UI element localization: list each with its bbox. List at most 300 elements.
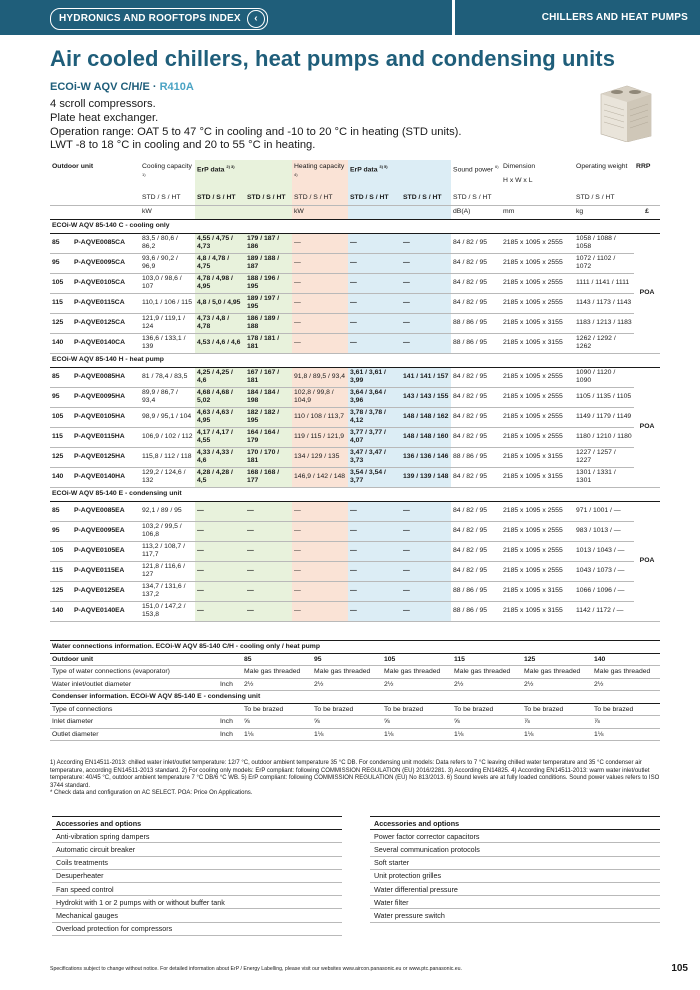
- table-row: [50, 313, 660, 333]
- intro-line: LWT -8 to 18 °C in cooling and 20 to 55 °C in heating.: [50, 139, 316, 152]
- heating-capacity: —: [292, 293, 348, 313]
- eta-sc-value: —: [245, 561, 292, 581]
- sound-power: 84 / 82 / 95: [451, 273, 501, 293]
- weight-value: 1180 / 1210 / 1180: [574, 427, 634, 447]
- inlet-value: ⅝: [242, 716, 312, 729]
- table-row: [50, 293, 660, 313]
- unit-size: 105: [50, 541, 72, 561]
- weight-value: 1111 / 1141 / 1111: [574, 273, 634, 293]
- table-unit-row: [50, 205, 660, 219]
- heating-capacity: 91,8 / 89,5 / 93,4: [292, 367, 348, 387]
- accessory-label: Desuperheater: [52, 869, 342, 882]
- col-erp2-sup: 3) 5): [379, 164, 388, 169]
- top-bar: [0, 0, 700, 35]
- seer-value: 4,55 / 4,75 / 4,73: [195, 233, 245, 253]
- eta-sc-value: —: [245, 521, 292, 541]
- sound-power: 88 / 86 / 95: [451, 601, 501, 621]
- water-type-value: Male gas threaded: [382, 666, 452, 679]
- list-item: [52, 896, 342, 909]
- water-diam-value: 2½: [452, 678, 522, 691]
- col-erp-heating: [348, 160, 451, 191]
- col-dimension-label: Dimension: [503, 163, 536, 170]
- unit-model: P-AQVE0085EA: [72, 501, 140, 521]
- seer-value: 4,33 / 4,33 / 4,6: [195, 447, 245, 467]
- unit-size: 105: [50, 273, 72, 293]
- list-item: [52, 922, 342, 935]
- specs-table: [50, 160, 660, 622]
- chiller-product-image: [597, 80, 655, 142]
- unit-model: P-AQVE0125EA: [72, 581, 140, 601]
- accessory-label: Hydrokit with 1 or 2 pumps with or without buffer tank: [52, 896, 342, 909]
- scop-value: 3,61 / 3,61 / 3,99: [348, 367, 401, 387]
- accessory-label: Water filter: [370, 896, 660, 909]
- water-type-row: [50, 666, 660, 679]
- eta-sc-value: —: [245, 581, 292, 601]
- dimension-value: 2185 x 1095 x 2555: [501, 253, 574, 273]
- eta-sc-value: —: [245, 541, 292, 561]
- group-title-row: [50, 353, 660, 367]
- water-unit: Inch: [218, 678, 242, 691]
- accessories-right-body: [370, 817, 660, 923]
- scop-value: —: [348, 601, 401, 621]
- outlet-value: 1⅛: [382, 728, 452, 741]
- unit-size: 115: [50, 427, 72, 447]
- unit-size: 85: [50, 233, 72, 253]
- accessory-label: Water differential pressure: [370, 882, 660, 895]
- intro-line: Operation range: OAT 5 to 47 °C in cooling and -10 to 20 °C in heating (STD units).: [50, 125, 462, 138]
- col-outdoor: Outdoor unit: [52, 163, 94, 170]
- heating-capacity: 102,8 / 99,8 / 104,9: [292, 387, 348, 407]
- cooling-capacity: 113,2 / 108,7 / 117,7: [140, 541, 195, 561]
- unit-size: 140: [50, 333, 72, 353]
- accessories-left-body: [52, 817, 342, 936]
- eta-sh-value: 136 / 136 / 146: [401, 447, 451, 467]
- heating-capacity: —: [292, 313, 348, 333]
- col-cooling-label: Cooling capacity: [142, 163, 192, 170]
- sound-power: 88 / 86 / 95: [451, 313, 501, 333]
- accessory-label: Coils treatments: [52, 856, 342, 869]
- seer-value: —: [195, 541, 245, 561]
- weight-value: 1013 / 1043 / —: [574, 541, 634, 561]
- table-row: [50, 233, 660, 253]
- heating-capacity: —: [292, 333, 348, 353]
- unit-model: P-AQVE0095HA: [72, 387, 140, 407]
- list-item: [52, 882, 342, 895]
- water-size: 105: [382, 653, 452, 666]
- outlet-value: 1⅛: [522, 728, 592, 741]
- heating-capacity: —: [292, 541, 348, 561]
- eta-sh-value: —: [401, 521, 451, 541]
- intro-text: [50, 98, 462, 153]
- dimension-value: 2185 x 1095 x 2555: [501, 561, 574, 581]
- cooling-capacity: 151,0 / 147,2 / 153,8: [140, 601, 195, 621]
- table-row: [50, 333, 660, 353]
- unit-model: P-AQVE0125HA: [72, 447, 140, 467]
- dimension-value: 2185 x 1095 x 3155: [501, 313, 574, 333]
- page-number: 105: [671, 963, 688, 974]
- seer-value: 4,78 / 4,98 / 4,95: [195, 273, 245, 293]
- col-rrp: RRP: [636, 163, 651, 170]
- unit-size: 140: [50, 467, 72, 487]
- group-title: ECOi-W AQV 85-140 H - heat pump: [50, 353, 634, 367]
- unit-size: 85: [50, 501, 72, 521]
- cooling-capacity: 115,8 / 112 / 118: [140, 447, 195, 467]
- unit-model: P-AQVE0095CA: [72, 253, 140, 273]
- refrigerant: R410A: [159, 81, 194, 93]
- seer-value: —: [195, 581, 245, 601]
- accessories-left-table: [52, 816, 342, 936]
- scop-value: —: [348, 581, 401, 601]
- col-heating-sup: 4): [294, 172, 298, 177]
- dimension-value: 2185 x 1095 x 2555: [501, 233, 574, 253]
- unit-model: P-AQVE0115CA: [72, 293, 140, 313]
- unit-model: P-AQVE0105EA: [72, 541, 140, 561]
- heating-capacity: —: [292, 601, 348, 621]
- water-size: 115: [452, 653, 522, 666]
- seer-value: —: [195, 521, 245, 541]
- sound-power: 84 / 82 / 95: [451, 521, 501, 541]
- col-erp2-label: ErP data: [350, 166, 378, 174]
- col-sound-label: Sound power: [453, 166, 494, 174]
- unit-size: 95: [50, 253, 72, 273]
- scop-value: —: [348, 273, 401, 293]
- std-label: STD / S / HT: [195, 191, 245, 205]
- eta-sh-value: —: [401, 313, 451, 333]
- rrp-value: POA: [634, 367, 660, 487]
- cooling-capacity: 89,9 / 86,7 / 93,4: [140, 387, 195, 407]
- intro-line: Plate heat exchanger.: [50, 111, 159, 124]
- table-row: [50, 407, 660, 427]
- weight-value: 1066 / 1096 / —: [574, 581, 634, 601]
- inlet-label: Inlet diameter: [50, 716, 218, 729]
- weight-value: 1149 / 1179 / 1149: [574, 407, 634, 427]
- list-item: [52, 856, 342, 869]
- unit-dba: dB(A): [451, 205, 501, 219]
- unit-model: P-AQVE0085HA: [72, 367, 140, 387]
- outlet-value: 1⅛: [452, 728, 522, 741]
- outlet-value: 1⅛: [592, 728, 660, 741]
- water-diam-label: Water inlet/outlet diameter: [50, 678, 218, 691]
- unit-model: P-AQVE0125CA: [72, 313, 140, 333]
- outlet-value: 1⅛: [312, 728, 382, 741]
- scop-value: 3,78 / 3,78 / 4,12: [348, 407, 401, 427]
- unit-size: 125: [50, 447, 72, 467]
- col-erp1-sup: 2) 3): [226, 164, 235, 169]
- eta-sh-value: —: [401, 581, 451, 601]
- heating-capacity: —: [292, 273, 348, 293]
- weight-value: 1227 / 1257 / 1227: [574, 447, 634, 467]
- unit-model: P-AQVE0140EA: [72, 601, 140, 621]
- dimension-value: 2185 x 1095 x 2555: [501, 541, 574, 561]
- scop-value: —: [348, 333, 401, 353]
- eta-sh-value: —: [401, 233, 451, 253]
- col-heating-label: Heating capacity: [294, 163, 345, 170]
- inlet-value: ⅝: [312, 716, 382, 729]
- seer-value: 4,68 / 4,68 / 5,02: [195, 387, 245, 407]
- accessory-label: Several communication protocols: [370, 843, 660, 856]
- col-erp-cooling: [195, 160, 292, 191]
- scop-value: —: [348, 561, 401, 581]
- weight-value: 971 / 1001 / —: [574, 501, 634, 521]
- water-connections-table: [50, 640, 660, 741]
- footer-text: Specifications subject to change without notice. For detailed information about ErP / Energy Labelling, please visit our websites www.aircon.panasonic.eu or www.ptc.panasonic.eu.: [50, 966, 462, 972]
- conn-type-value: To be brazed: [312, 703, 382, 716]
- sound-power: 84 / 82 / 95: [451, 541, 501, 561]
- groups-body: [50, 219, 660, 621]
- sound-power: 84 / 82 / 95: [451, 427, 501, 447]
- outlet-unit: Inch: [218, 728, 242, 741]
- inlet-row: [50, 716, 660, 729]
- chevron-left-icon: ‹: [247, 10, 265, 28]
- list-item: [52, 843, 342, 856]
- col-erp1-label: ErP data: [197, 166, 225, 174]
- sound-power: 84 / 82 / 95: [451, 367, 501, 387]
- sound-power: 84 / 82 / 95: [451, 293, 501, 313]
- seer-value: 4,63 / 4,63 / 4,95: [195, 407, 245, 427]
- inlet-value: ⅞: [522, 716, 592, 729]
- conn-type-value: To be brazed: [382, 703, 452, 716]
- unit-model: P-AQVE0105HA: [72, 407, 140, 427]
- sound-power: 84 / 82 / 95: [451, 387, 501, 407]
- accessory-label: Power factor corrector capacitors: [370, 830, 660, 843]
- cooling-capacity: 93,6 / 90,2 / 96,9: [140, 253, 195, 273]
- cooling-capacity: 129,2 / 124,6 / 132: [140, 467, 195, 487]
- seer-value: 4,53 / 4,6 / 4,6: [195, 333, 245, 353]
- conn-type-value: To be brazed: [592, 703, 660, 716]
- accessories-right-table: [370, 816, 660, 923]
- seer-value: 4,25 / 4,25 / 4,6: [195, 367, 245, 387]
- eta-sc-value: 182 / 182 / 195: [245, 407, 292, 427]
- heating-capacity: 110 / 108 / 113,7: [292, 407, 348, 427]
- list-item: [52, 830, 342, 843]
- table-std-row: [50, 191, 660, 205]
- unit-pound: £: [634, 205, 660, 219]
- weight-value: 1183 / 1213 / 1183: [574, 313, 634, 333]
- cooling-capacity: 98,9 / 95,1 / 104: [140, 407, 195, 427]
- weight-value: 1262 / 1292 / 1262: [574, 333, 634, 353]
- unit-model: P-AQVE0115HA: [72, 427, 140, 447]
- eta-sc-value: 164 / 164 / 179: [245, 427, 292, 447]
- seer-value: —: [195, 561, 245, 581]
- group-title-row: [50, 219, 660, 233]
- list-item: [370, 882, 660, 895]
- water-type-value: Male gas threaded: [592, 666, 660, 679]
- seer-value: —: [195, 501, 245, 521]
- std-label: STD / S / HT: [574, 191, 634, 205]
- section-title: CHILLERS AND HEAT PUMPS: [541, 12, 688, 23]
- table-row: [50, 501, 660, 521]
- footnotes: [50, 760, 662, 798]
- cooling-capacity: 103,0 / 98,6 / 107: [140, 273, 195, 293]
- water-diam-value: 2½: [592, 678, 660, 691]
- accessory-label: Overload protection for compressors: [52, 922, 342, 935]
- unit-model: P-AQVE0115EA: [72, 561, 140, 581]
- inlet-unit: Inch: [218, 716, 242, 729]
- weight-value: 1072 / 1102 / 1072: [574, 253, 634, 273]
- outlet-value: 1⅛: [242, 728, 312, 741]
- unit-model: P-AQVE0140CA: [72, 333, 140, 353]
- weight-value: 1105 / 1135 / 1105: [574, 387, 634, 407]
- list-item: [370, 896, 660, 909]
- unit-kw: kW: [140, 205, 195, 219]
- std-label: STD / S / HT: [140, 191, 195, 205]
- cooling-capacity: 136,6 / 133,1 / 139: [140, 333, 195, 353]
- scop-value: —: [348, 501, 401, 521]
- scop-value: 3,64 / 3,64 / 3,96: [348, 387, 401, 407]
- table-header-row: [50, 160, 660, 191]
- scop-value: 3,54 / 3,54 / 3,77: [348, 467, 401, 487]
- heating-capacity: —: [292, 581, 348, 601]
- weight-value: 1301 / 1331 / 1301: [574, 467, 634, 487]
- unit-size: 95: [50, 387, 72, 407]
- std-label: STD / S / HT: [292, 191, 348, 205]
- eta-sh-value: —: [401, 541, 451, 561]
- seer-value: 4,28 / 4,28 / 4,5: [195, 467, 245, 487]
- cooling-capacity: 103,2 / 99,5 / 106,8: [140, 521, 195, 541]
- accessory-label: Soft starter: [370, 856, 660, 869]
- water-diam-value: 2½: [312, 678, 382, 691]
- eta-sh-value: —: [401, 561, 451, 581]
- water-diam-value: 2½: [382, 678, 452, 691]
- table-row: [50, 273, 660, 293]
- heating-capacity: —: [292, 521, 348, 541]
- sound-power: 84 / 82 / 95: [451, 253, 501, 273]
- dimension-value: 2185 x 1095 x 2555: [501, 387, 574, 407]
- index-button[interactable]: [50, 8, 268, 30]
- scop-value: 3,77 / 3,77 / 4,07: [348, 427, 401, 447]
- sound-power: 84 / 82 / 95: [451, 501, 501, 521]
- eta-sh-value: —: [401, 253, 451, 273]
- list-item: [370, 856, 660, 869]
- sound-power: 84 / 82 / 95: [451, 561, 501, 581]
- outlet-label: Outlet diameter: [50, 728, 218, 741]
- eta-sc-value: —: [245, 501, 292, 521]
- dimension-value: 2185 x 1095 x 2555: [501, 407, 574, 427]
- dimension-value: 2185 x 1095 x 3155: [501, 333, 574, 353]
- seer-value: 4,17 / 4,17 / 4,55: [195, 427, 245, 447]
- col-dimension-sub: H x W x L: [503, 177, 533, 184]
- table-row: [50, 427, 660, 447]
- water-size: 95: [312, 653, 382, 666]
- list-item: [52, 909, 342, 922]
- weight-value: 1143 / 1173 / 1143: [574, 293, 634, 313]
- accessories-right-title: Accessories and options: [370, 817, 660, 830]
- sound-power: 84 / 82 / 95: [451, 407, 501, 427]
- unit-size: 115: [50, 561, 72, 581]
- footnote: 1) According EN14511-2013: chilled water inlet/outlet temperature: 12/7 °C, outdoor ambient temperature 35 °C DB. For condensing unit models: Data refers to 7 °C leaving chilled water temperature and 35 °C condenser air temperature, according EN14511-2013 standard. 2) For cooling only models: ErP compliant: following COMMISSION REGULATION (EU) 2016/2281. 3) According EN14825. 4) According EN14511-2013: warm water inlet/outlet temperature: 40/45 °C, outdoor ambient temperature 7 °C DB/6 °C WB. 5) ErP compliant: following COMMISSION REGULATION (EU) No 813/2013. 6) Sound levels are at fully loaded conditions. Sound power values refers to ISO 3744 standard.: [50, 760, 660, 789]
- list-item: [370, 909, 660, 922]
- heating-capacity: —: [292, 253, 348, 273]
- weight-value: 1142 / 1172 / —: [574, 601, 634, 621]
- footnote: * Check data and configuration on AC SELECT. POA: Price On Applications.: [50, 790, 253, 797]
- water-type-value: Male gas threaded: [452, 666, 522, 679]
- unit-size: 95: [50, 521, 72, 541]
- unit-size: 125: [50, 313, 72, 333]
- eta-sh-value: 139 / 139 / 148: [401, 467, 451, 487]
- cooling-capacity: 83,5 / 80,6 / 86,2: [140, 233, 195, 253]
- table-row: [50, 561, 660, 581]
- water-type-value: Male gas threaded: [242, 666, 312, 679]
- accessory-label: Unit protection grilles: [370, 869, 660, 882]
- conn-type-value: To be brazed: [452, 703, 522, 716]
- cooling-capacity: 92,1 / 89 / 95: [140, 501, 195, 521]
- scop-value: —: [348, 313, 401, 333]
- dimension-value: 2185 x 1095 x 2555: [501, 501, 574, 521]
- outlet-row: [50, 728, 660, 741]
- inlet-value: ⅞: [592, 716, 660, 729]
- dimension-value: 2185 x 1095 x 3155: [501, 447, 574, 467]
- eta-sc-value: 184 / 184 / 198: [245, 387, 292, 407]
- table-row: [50, 367, 660, 387]
- water-diam-value: 2½: [522, 678, 592, 691]
- dimension-value: 2185 x 1095 x 2555: [501, 427, 574, 447]
- table-row: [50, 601, 660, 621]
- water-diam-row: [50, 678, 660, 691]
- unit-kw: kW: [292, 205, 348, 219]
- water-outdoor-label: Outdoor unit: [50, 653, 242, 666]
- condenser-title: Condenser information. ECOi-W AQV 85-140 E - condensing unit: [50, 691, 660, 704]
- unit-size: 105: [50, 407, 72, 427]
- group-title: ECOi-W AQV 85-140 C - cooling only: [50, 219, 634, 233]
- water-size: 85: [242, 653, 312, 666]
- dimension-value: 2185 x 1095 x 3155: [501, 467, 574, 487]
- scop-value: —: [348, 541, 401, 561]
- table-row: [50, 521, 660, 541]
- sound-power: 88 / 86 / 95: [451, 447, 501, 467]
- inlet-value: ⅝: [382, 716, 452, 729]
- accessory-label: Automatic circuit breaker: [52, 843, 342, 856]
- std-label: STD / S / HT: [401, 191, 451, 205]
- cooling-capacity: 121,8 / 116,6 / 127: [140, 561, 195, 581]
- accessories-left-title: Accessories and options: [52, 817, 342, 830]
- col-dimension: [501, 160, 574, 191]
- cooling-capacity: 110,1 / 106 / 115: [140, 293, 195, 313]
- accessory-label: Fan speed control: [52, 882, 342, 895]
- table-row: [50, 541, 660, 561]
- eta-sc-value: 178 / 181 / 181: [245, 333, 292, 353]
- accessory-label: Mechanical gauges: [52, 909, 342, 922]
- water-type-value: Male gas threaded: [312, 666, 382, 679]
- unit-model: P-AQVE0105CA: [72, 273, 140, 293]
- list-item: [370, 830, 660, 843]
- rrp-value: POA: [634, 501, 660, 621]
- seer-value: 4,73 / 4,8 / 4,78: [195, 313, 245, 333]
- scop-value: —: [348, 233, 401, 253]
- dimension-value: 2185 x 1095 x 2555: [501, 367, 574, 387]
- eta-sc-value: 168 / 168 / 177: [245, 467, 292, 487]
- conn-type-label: Type of connections: [50, 703, 242, 716]
- sound-power: 84 / 82 / 95: [451, 233, 501, 253]
- eta-sc-value: 188 / 196 / 195: [245, 273, 292, 293]
- group-title-row: [50, 487, 660, 501]
- scop-value: —: [348, 293, 401, 313]
- unit-mm: mm: [501, 205, 574, 219]
- dimension-value: 2185 x 1095 x 3155: [501, 581, 574, 601]
- page-title: Air cooled chillers, heat pumps and condensing units: [50, 46, 616, 71]
- unit-size: 140: [50, 601, 72, 621]
- eta-sc-value: 170 / 170 / 181: [245, 447, 292, 467]
- heating-capacity: —: [292, 561, 348, 581]
- dimension-value: 2185 x 1095 x 2555: [501, 273, 574, 293]
- list-item: [370, 869, 660, 882]
- eta-sh-value: 148 / 148 / 162: [401, 407, 451, 427]
- list-item: [370, 843, 660, 856]
- model-name: ECOi-W AQV C/H/E: [50, 81, 150, 93]
- col-sound-sup: 6): [494, 164, 499, 169]
- std-label: STD / S / HT: [348, 191, 401, 205]
- water-diam-value: 2½: [242, 678, 312, 691]
- weight-value: 1058 / 1088 / 1058: [574, 233, 634, 253]
